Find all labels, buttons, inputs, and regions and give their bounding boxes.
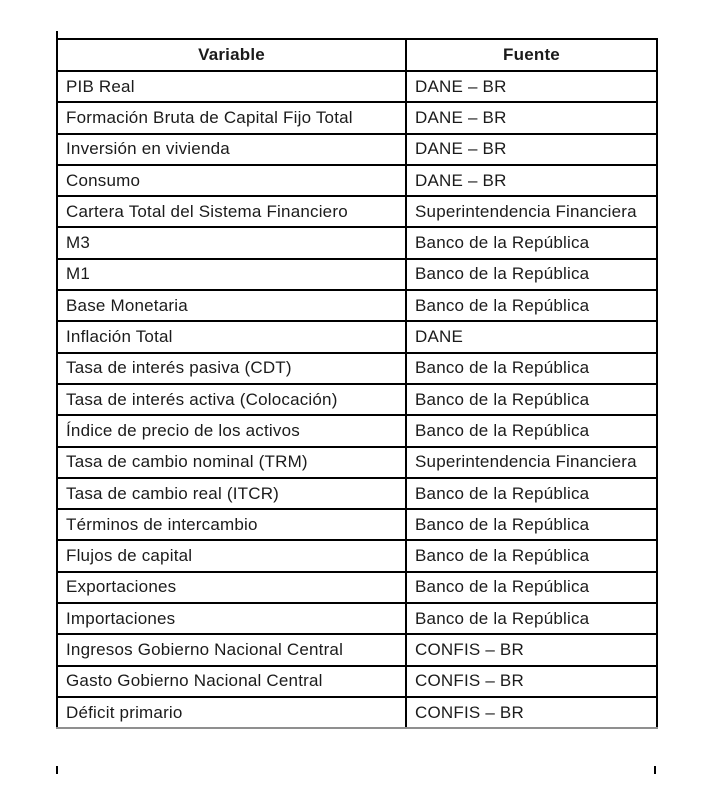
fuente-cell: CONFIS – BR xyxy=(406,666,657,697)
fuente-cell: Banco de la República xyxy=(406,290,657,321)
fuente-cell: Superintendencia Financiera xyxy=(406,196,657,227)
variable-cell: M1 xyxy=(57,259,406,290)
variable-cell: Importaciones xyxy=(57,603,406,634)
variable-cell: Gasto Gobierno Nacional Central xyxy=(57,666,406,697)
table-row xyxy=(57,71,657,102)
fuente-cell: CONFIS – BR xyxy=(406,697,657,728)
fuente-cell: Banco de la República xyxy=(406,415,657,446)
column-header-variable: Variable xyxy=(57,39,406,71)
table-row xyxy=(57,509,657,540)
table-row xyxy=(57,102,657,133)
fuente-cell: Banco de la República xyxy=(406,478,657,509)
table-row xyxy=(57,290,657,321)
scan-artifact-left-border-stub xyxy=(56,766,58,774)
fuente-cell: DANE xyxy=(406,321,657,352)
fuente-cell: Banco de la República xyxy=(406,540,657,571)
fuente-cell: DANE – BR xyxy=(406,71,657,102)
table-row xyxy=(57,634,657,665)
fuente-cell: Banco de la República xyxy=(406,353,657,384)
variable-cell: Tasa de interés activa (Colocación) xyxy=(57,384,406,415)
header-row xyxy=(57,39,657,71)
table-row xyxy=(57,259,657,290)
variable-cell: Términos de intercambio xyxy=(57,509,406,540)
fuente-cell: Banco de la República xyxy=(406,227,657,258)
table-row xyxy=(57,134,657,165)
variable-cell: Inflación Total xyxy=(57,321,406,352)
table-row xyxy=(57,572,657,603)
fuente-cell: DANE – BR xyxy=(406,102,657,133)
table-row xyxy=(57,415,657,446)
fuente-cell: Banco de la República xyxy=(406,572,657,603)
variable-cell: Déficit primario xyxy=(57,697,406,728)
fuente-cell: Banco de la República xyxy=(406,384,657,415)
table-row xyxy=(57,697,657,728)
table-row xyxy=(57,666,657,697)
fuente-cell: CONFIS – BR xyxy=(406,634,657,665)
scan-artifact-right-border-stub xyxy=(654,766,656,774)
fuente-cell: Superintendencia Financiera xyxy=(406,447,657,478)
column-header-fuente: Fuente xyxy=(406,39,657,71)
variable-cell: Tasa de cambio nominal (TRM) xyxy=(57,447,406,478)
fuente-cell: Banco de la República xyxy=(406,603,657,634)
table-row xyxy=(57,321,657,352)
variables-sources-table xyxy=(56,38,658,729)
table-row xyxy=(57,603,657,634)
table-row xyxy=(57,165,657,196)
variable-cell: PIB Real xyxy=(57,71,406,102)
variable-cell: Base Monetaria xyxy=(57,290,406,321)
variable-cell: Exportaciones xyxy=(57,572,406,603)
variable-cell: Índice de precio de los activos xyxy=(57,415,406,446)
table-row xyxy=(57,384,657,415)
table-row xyxy=(57,353,657,384)
variable-cell: Cartera Total del Sistema Financiero xyxy=(57,196,406,227)
fuente-cell: Banco de la República xyxy=(406,509,657,540)
variable-cell: Tasa de cambio real (ITCR) xyxy=(57,478,406,509)
variable-cell: M3 xyxy=(57,227,406,258)
table-body xyxy=(57,71,657,728)
table-row xyxy=(57,478,657,509)
variable-cell: Flujos de capital xyxy=(57,540,406,571)
fuente-cell: DANE – BR xyxy=(406,134,657,165)
table-row xyxy=(57,196,657,227)
variable-cell: Consumo xyxy=(57,165,406,196)
table-header xyxy=(57,39,657,71)
table-row xyxy=(57,447,657,478)
fuente-cell: DANE – BR xyxy=(406,165,657,196)
variable-cell: Tasa de interés pasiva (CDT) xyxy=(57,353,406,384)
variable-cell: Ingresos Gobierno Nacional Central xyxy=(57,634,406,665)
variable-cell: Inversión en vivienda xyxy=(57,134,406,165)
table-row xyxy=(57,540,657,571)
variable-cell: Formación Bruta de Capital Fijo Total xyxy=(57,102,406,133)
table-row xyxy=(57,227,657,258)
fuente-cell: Banco de la República xyxy=(406,259,657,290)
